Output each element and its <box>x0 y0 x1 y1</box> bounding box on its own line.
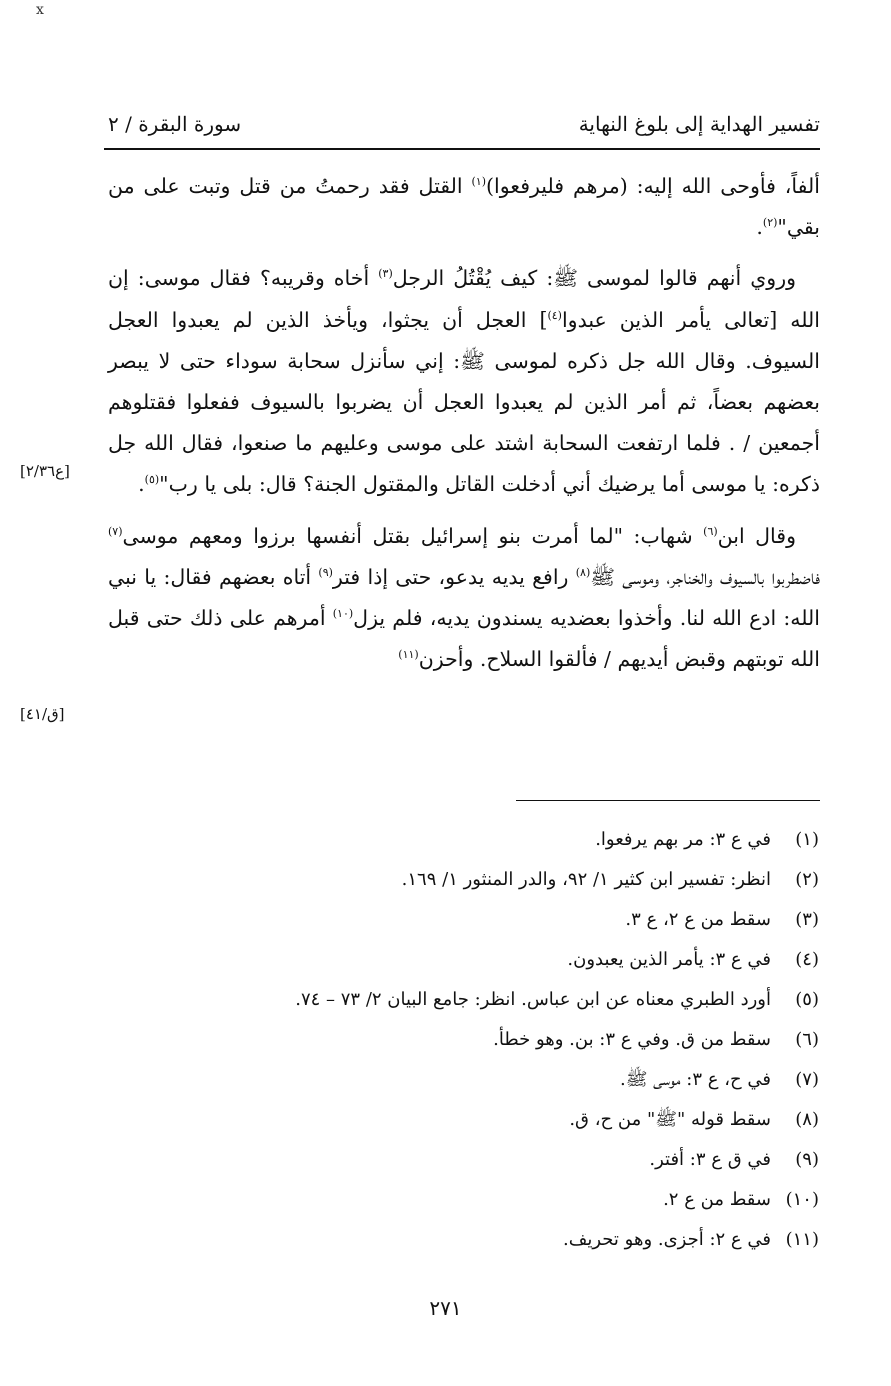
footnote-number: (١) <box>795 829 819 850</box>
text-run: وروي أنهم قالوا لموسى ﷺ: كيف يُقْتُلُ الرجل <box>392 266 796 291</box>
text-run: أخاه وقريبه؟ فقال موسى: إن الله [تعالى يأمر الذين عبدوا <box>108 266 820 332</box>
footnote-text: في ق ع ٣: أفتر. <box>649 1149 771 1170</box>
paragraph <box>108 516 820 681</box>
header-rule <box>104 148 820 150</box>
footnote-item <box>259 1020 819 1060</box>
footnote-item <box>259 1140 819 1180</box>
paragraph <box>108 166 820 248</box>
paragraph <box>108 258 820 505</box>
footnote-number: (٣) <box>795 909 819 930</box>
footnote-ref[interactable]: (٢) <box>762 216 778 230</box>
footnote-text: في ح، ع ٣: موسى ﷺ. <box>619 1069 771 1090</box>
manuscript-ref: [ع٢/٣٦] <box>20 462 70 480</box>
text-run: . <box>756 215 763 240</box>
footnote-item <box>259 1180 819 1220</box>
footnote-ref[interactable]: (٧) <box>108 524 123 538</box>
footnote-ref[interactable]: (١١) <box>398 648 419 662</box>
footnote-ref[interactable]: (١٠) <box>332 607 354 621</box>
footnote-item <box>259 900 819 940</box>
text-run: فاضطربوا بالسيوف والخناجر، وموسى ﷺ <box>590 564 821 589</box>
footnote-item <box>259 1060 819 1100</box>
footnote-rule <box>516 800 820 801</box>
footnote-number: (٤) <box>795 949 819 970</box>
text-run: ألفاً، فأوحى الله إليه: (مرهم فليرفعوا) <box>486 174 820 198</box>
body-text <box>108 166 820 680</box>
footnote-ref[interactable]: (٣) <box>378 267 393 281</box>
footnote-ref[interactable]: (٤) <box>547 308 562 322</box>
corner-mark: x <box>36 2 44 18</box>
text-run: شهاب: "لما أمرت بنو إسرائيل بقتل أنفسها برزوا ومعهم موسى <box>122 523 704 548</box>
footnote-item <box>259 820 819 860</box>
text-run: . <box>138 472 145 497</box>
text-run: رافع يديه يدعو، حتى إذا فتر <box>332 564 576 589</box>
text-run: وقال ابن <box>717 523 796 548</box>
surah-label: سورة البقرة / ٢ <box>108 112 242 136</box>
footnote-item <box>259 1100 819 1140</box>
footnote-text: سقط قوله "ﷺ" من ح، ق. <box>569 1109 771 1130</box>
footnote-ref[interactable]: (٦) <box>703 524 718 538</box>
footnote-text: في ع ٣: مر بهم يرفعوا. <box>595 829 771 850</box>
footnote-item <box>259 980 819 1020</box>
footnote-text: في ع ٣: يأمر الذين يعبدون. <box>567 949 771 970</box>
footnote-text: أورد الطبري معناه عن ابن عباس. انظر: جامع البيان ٢/ ٧٣ – ٧٤. <box>295 989 771 1010</box>
text-run: أمرهم على ذلك حتى قبل الله توبتهم وقبض أيديهم / فألقوا السلاح. وأحزن <box>108 606 820 672</box>
footnote-text: سقط من ق. وفي ع ٣: بن. وهو خطأ. <box>493 1029 771 1050</box>
footnote-text: سقط من ع ٢، ع ٣. <box>625 909 771 930</box>
footnote-number: (٥) <box>795 989 819 1010</box>
text-run: القتل فقد رحمتُ من قتل وتبت على من بقي" <box>108 174 820 240</box>
footnote-number: (١٠) <box>785 1189 819 1210</box>
footnote-number: (٨) <box>795 1109 819 1130</box>
footnote-item <box>259 1220 819 1260</box>
text-run: أتاه بعضهم فقال: يا نبي الله: ادع الله لنا. وأخذوا بعضديه يسندون يديه، فلم يزل <box>108 564 820 631</box>
footnote-number: (٦) <box>795 1029 819 1050</box>
footnote-ref[interactable]: (١) <box>471 175 487 189</box>
footnote-number: (٢) <box>795 869 819 890</box>
footnote-number: (٩) <box>795 1149 819 1170</box>
book-title: تفسير الهداية إلى بلوغ النهاية <box>578 112 820 136</box>
footnotes <box>259 820 819 1260</box>
footnote-number: (١١) <box>785 1229 819 1250</box>
page-number: ٢٧١ <box>429 1296 462 1320</box>
running-header <box>108 108 820 152</box>
footnote-text: سقط من ع ٢. <box>663 1189 771 1210</box>
footnote-item <box>259 940 819 980</box>
footnote-ref[interactable]: (٥) <box>144 473 160 487</box>
manuscript-ref: [ق/٤١] <box>20 705 65 723</box>
footnote-text: في ع ٢: أجزى. وهو تحريف. <box>563 1229 771 1250</box>
footnote-item <box>259 860 819 900</box>
text-run: ] العجل أن يجثوا، ويأخذ الذين لم يعبدوا العجل السيوف. وقال الله جل ذكره لموسى ﷺ: إني سأنزل سحابة سوداء حتى لا يبصر بعضهم بعضاً، ثم أمر الذين لم يعبدوا العجل أن يضربوا بالسيوف ففعلوا فقتلوهم أجمعين / . فلما ارتفعت السحابة اشتد على موسى وعليهم ما صنعوا، فقال الله جل ذكره: يا موسى أما يرضيك أني أدخلت القاتل والمقتول الجنة؟ قال: بلى يا رب" <box>108 307 820 497</box>
footnote-number: (٧) <box>795 1069 819 1090</box>
footnote-ref[interactable]: (٨) <box>575 566 591 579</box>
footnote-ref[interactable]: (٩) <box>318 566 333 579</box>
footnote-text: انظر: تفسير ابن كثير ١/ ٩٢، والدر المنثور ١/ ١٦٩. <box>401 869 771 890</box>
